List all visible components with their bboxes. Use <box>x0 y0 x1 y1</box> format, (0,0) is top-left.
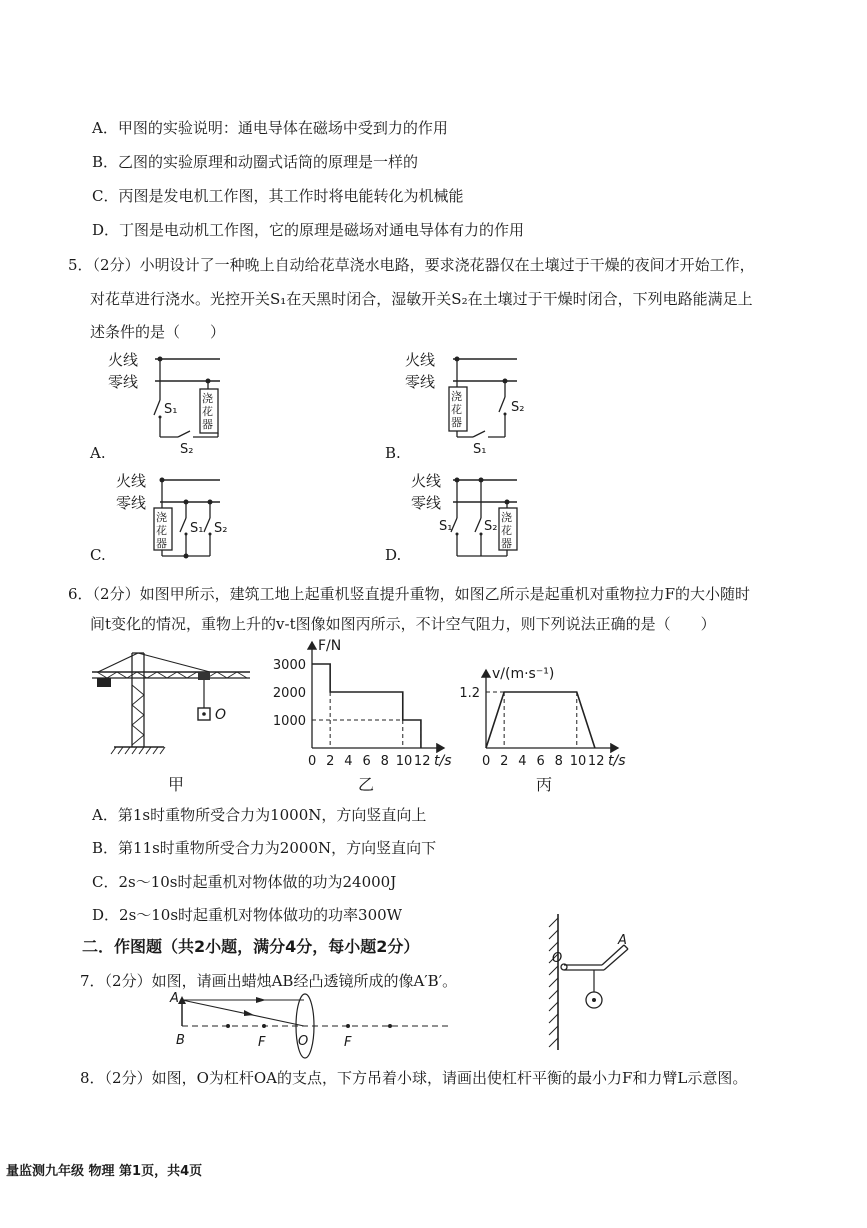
q6-option-d: D．2s～10s时起重机对物体做功的功率300W <box>92 906 403 924</box>
svg-text:零线: 零线 <box>116 494 147 512</box>
svg-text:S₁: S₁ <box>190 521 204 536</box>
svg-text:花: 花 <box>451 403 462 416</box>
section-2-title: 二．作图题（共2小题，满分4分，每小题2分） <box>82 937 420 956</box>
lever-figure <box>540 912 650 1052</box>
chart-force-time <box>270 638 460 768</box>
q6-option-b: B．第11s时重物所受合力为2000N，方向竖直向下 <box>92 839 437 857</box>
svg-text:S₂: S₂ <box>484 519 498 534</box>
neutral-wire-label: 零线 <box>108 373 139 391</box>
x-tick-label: 8 <box>554 754 563 769</box>
q4-option-b: B．乙图的实验原理和动圈式话筒的原理是一样的 <box>92 153 419 171</box>
q5-line-1: 5．（2分）小明设计了一种晚上自动给花草浇水电路，要求浇花器仅在土壤过于干燥的夜间才开始工作， <box>68 256 755 274</box>
page-footer: 量监测九年级 物理 第1页，共4页 <box>6 1164 203 1179</box>
series-line <box>486 692 595 748</box>
svg-text:器: 器 <box>202 418 213 431</box>
q6-line-2: 间t变化的情况，重物上升的v-t图像如图丙所示，不计空气阻力，则下列说法正确的是（ ） <box>90 615 716 633</box>
s1-label: S₁ <box>164 402 178 417</box>
q4-option-c: C．丙图是发电机工作图，其工作时将电能转化为机械能 <box>92 187 464 205</box>
s2-label: S₂ <box>180 442 194 457</box>
svg-text:火线: 火线 <box>411 472 442 490</box>
x-axis-label: t/s <box>608 753 626 769</box>
x-tick-label: 0 <box>482 754 491 769</box>
y-tick-label: 2000 <box>272 686 306 701</box>
x-axis-label: t/s <box>434 753 452 769</box>
svg-text:器: 器 <box>501 537 512 550</box>
x-tick-label: 12 <box>413 754 431 769</box>
svg-text:浇: 浇 <box>501 511 512 524</box>
caption-bing: 丙 <box>536 775 553 794</box>
circuit-a-label: A. <box>90 444 106 462</box>
x-tick-label: 4 <box>518 754 527 769</box>
x-tick-label: 2 <box>500 754 509 769</box>
q4-option-d: D．丁图是电动机工作图，它的原理是磁场对通电导体有力的作用 <box>92 221 525 239</box>
caption-yi: 乙 <box>358 775 375 794</box>
live-wire-label: 火线 <box>108 351 139 369</box>
x-tick-label: 8 <box>380 754 389 769</box>
svg-text:零线: 零线 <box>411 494 442 512</box>
q6-line-1: 6．（2分）如图甲所示，建筑工地上起重机竖直提升重物，如图乙所示是起重机对重物拉力F的大小随时 <box>68 585 750 603</box>
q6-option-a: A．第1s时重物所受合力为1000N，方向竖直向上 <box>92 806 427 824</box>
q8-text: 8．（2分）如图，O为杠杆OA的支点，下方吊着小球，请画出使杠杆平衡的最小力F和力臂L示意图。 <box>80 1069 748 1087</box>
lens-figure <box>168 990 458 1052</box>
svg-text:S₂: S₂ <box>511 400 525 415</box>
lever-end-a-label: A <box>618 933 627 948</box>
svg-text:浇: 浇 <box>202 392 213 405</box>
y-axis-label: F/N <box>318 638 342 654</box>
x-tick-label: 10 <box>395 754 413 769</box>
lens-center-label: O <box>298 1034 309 1049</box>
svg-text:S₁: S₁ <box>473 442 487 457</box>
svg-text:花: 花 <box>156 524 167 537</box>
svg-text:火线: 火线 <box>116 472 147 490</box>
svg-text:花: 花 <box>501 524 512 537</box>
pivot-o-label: O <box>552 951 563 966</box>
crane-o-label: O <box>215 707 227 723</box>
focus-2-label: F <box>344 1035 352 1050</box>
circuit-c <box>90 468 240 563</box>
svg-text:S₁: S₁ <box>439 519 453 534</box>
q4-option-a: A．甲图的实验说明：通电导体在磁场中受到力的作用 <box>92 119 448 137</box>
svg-text:火线: 火线 <box>405 351 436 369</box>
y-axis-label: v/(m·s⁻¹) <box>492 666 555 682</box>
y-tick-label: 1000 <box>272 714 306 729</box>
series-line <box>312 664 421 748</box>
x-tick-label: 4 <box>344 754 353 769</box>
svg-text:S₂: S₂ <box>214 521 228 536</box>
x-tick-label: 12 <box>587 754 605 769</box>
circuit-b <box>385 345 535 460</box>
y-tick-label: 3000 <box>272 658 306 673</box>
x-tick-label: 2 <box>326 754 335 769</box>
q7-text: 7．（2分）如图，请画出蜡烛AB经凸透镜所成的像A′B′。 <box>80 972 458 990</box>
svg-text:浇: 浇 <box>451 390 462 403</box>
chart-velocity-time <box>459 638 660 769</box>
circuit-d-label: D. <box>385 546 402 564</box>
x-tick-label: 6 <box>362 754 371 769</box>
y-tick-label: 1.2 <box>459 686 480 701</box>
q6-option-c: C．2s～10s时起重机对物体做的功为24000J <box>92 873 397 891</box>
svg-text:器: 器 <box>451 416 462 429</box>
caption-jia: 甲 <box>168 775 185 794</box>
q5-line-3: 述条件的是（ ） <box>90 323 226 341</box>
circuit-b-label: B. <box>385 444 401 462</box>
circuit-d <box>385 468 535 563</box>
x-tick-label: 0 <box>308 754 317 769</box>
svg-text:浇: 浇 <box>156 511 167 524</box>
x-tick-label: 6 <box>536 754 545 769</box>
crane-figure <box>92 650 257 762</box>
q5-line-2: 对花草进行浇水。光控开关S₁在天黑时闭合，湿敏开关S₂在土壤过于干燥时闭合，下列电路能满足上 <box>90 290 753 308</box>
circuit-c-label: C. <box>90 546 106 564</box>
svg-text:零线: 零线 <box>405 373 436 391</box>
x-tick-label: 10 <box>569 754 587 769</box>
point-b-label: B <box>176 1033 185 1048</box>
focus-1-label: F <box>258 1035 266 1050</box>
svg-text:花: 花 <box>202 405 213 418</box>
circuit-a <box>90 345 240 460</box>
point-a-label: A <box>170 991 179 1006</box>
svg-text:器: 器 <box>156 537 167 550</box>
